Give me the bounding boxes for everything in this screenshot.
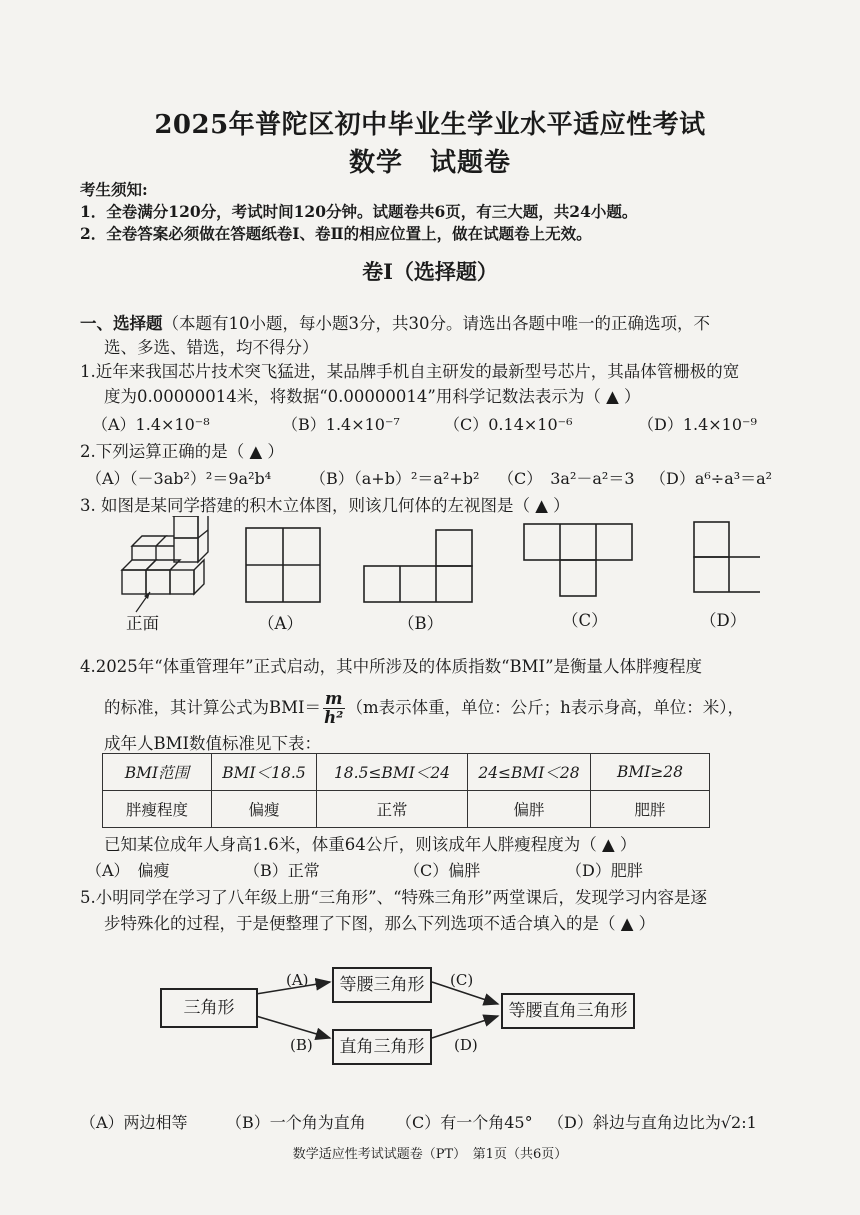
q3-label-c: （C） [562,611,608,630]
q5-line2: 步特殊化的过程，于是便整理了下图，那么下列选项不适合填入的是（ ▲ ） [104,914,656,933]
q3-stem: 3. 如图是某同学搭建的积木立体图，则该几何体的左视图是（ ▲ ） [80,496,570,515]
q1-option-b: （B）1.4×10⁻⁷ [282,415,400,434]
part1-heading: 一、选择题 [80,314,163,333]
table-cell: 偏胖 [468,791,591,828]
q4-option-c: （C）偏胖 [404,861,481,880]
q1-option-d: （D）1.4×10⁻⁹ [638,415,757,434]
arrow-label-b: (B) [290,1036,313,1054]
bmi-table [102,753,710,828]
exam-subtitle: 数学 试题卷 [348,148,511,178]
q4-line3: 成年人BMI数值标准见下表： [104,734,322,753]
exam-title: 2025年普陀区初中毕业生学业水平适应性考试 [154,110,706,140]
q2-option-c: （C） 3a²－a²＝3 [498,469,635,488]
q4-line2-prefix: 的标准，其计算公式为BMI＝ [104,698,322,717]
q4-option-d: （D）肥胖 [566,861,643,880]
table-cell: 正常 [317,791,468,828]
diagram-top-box: 等腰三角形 [332,967,432,1003]
arrow-label-d: (D) [454,1036,478,1054]
table-cell: BMI≥28 [591,754,710,791]
q1-line1: 1.近年来我国芯片技术突飞猛进，某品牌手机自主研发的最新型号芯片，其晶体管栅极的宽 [80,362,740,381]
q4-line4: 已知某位成年人身高1.6米，体重64公斤，则该成年人胖瘦程度为（ ▲ ） [104,835,637,854]
notice-item-1: 1．全卷满分120分，考试时间120分钟。试题卷共6页，有三大题，共24小题。 [80,202,638,221]
arrow-label-c: (C) [450,971,474,989]
diagram-start-box: 三角形 [160,988,258,1028]
block-solid-figure [122,516,208,594]
front-arrow-head [144,592,150,599]
q1-line2: 度为0.00000014米，将数据“0.00000014”用科学记数法表示为（ ▲ ） [104,387,641,406]
q4-line2-suffix: （m表示体重，单位：公斤；h表示身高，单位：米）， [346,698,745,717]
q1-option-c: （C）0.14×10⁻⁶ [444,415,573,434]
option-d-view [694,522,760,592]
q4-option-a: （A） 偏瘦 [86,861,170,880]
q3-label-a: （A） [258,614,303,633]
option-b-view [364,530,472,602]
diagram-end-box: 等腰直角三角形 [501,993,635,1029]
q3-front-label: 正面 [126,614,159,633]
part1-desc-line1: （本题有10小题，每小题3分，共30分。请选出各题中唯一的正确选项，不 [162,314,710,333]
table-cell: BMI范围 [103,754,212,791]
diagram-bottom-box: 直角三角形 [332,1029,432,1065]
arrow-d [432,1016,498,1038]
table-cell: 24≤BMI＜28 [468,754,591,791]
arrow-label-a: (A) [286,971,309,989]
formula-numerator: m [325,689,343,708]
q5-option-b: （B）一个角为直角 [226,1113,366,1132]
table-cell: 偏瘦 [212,791,317,828]
q4-line1: 4.2025年“体重管理年”正式启动，其中所涉及的体质指数“BMI”是衡量人体胖瘦程度 [80,657,703,676]
notice-heading: 考生须知: [80,180,148,199]
table-cell: BMI＜18.5 [212,754,317,791]
q2-option-a: （A）（－3ab²）²＝9a²b⁴ [86,469,272,488]
option-c-view [524,524,632,596]
bmi-table-row [103,791,710,828]
table-cell: 18.5≤BMI＜24 [317,754,468,791]
table-cell: 肥胖 [591,791,710,828]
q2-option-d: （D）a⁶÷a³＝a² [650,469,773,488]
q4-line2 [104,690,744,727]
q5-option-d: （D）斜边与直角边比为√2:1 [548,1113,757,1132]
part1-desc [80,310,710,334]
option-a-view [246,528,320,602]
table-cell: 胖瘦程度 [103,791,212,828]
q5-option-a: （A）两边相等 [80,1113,188,1132]
q2-stem: 2.下列运算正确的是（ ▲ ） [80,442,284,461]
formula-denominator: h² [324,708,344,727]
q5-option-c: （C）有一个角45° [396,1113,533,1132]
page-footer: 数学适应性考试试题卷（PT） 第1页（共6页） [292,1147,568,1162]
bmi-formula-fraction [323,690,344,727]
section-title: 卷Ⅰ（选择题） [362,259,498,284]
part1-desc-line2: 选、多选、错选，均不得分） [104,338,319,357]
q5-line1: 5.小明同学在学习了八年级上册“三角形”、“特殊三角形”两堂课后，发现学习内容是逐 [80,888,707,907]
arrow-b [256,1016,330,1038]
q2-option-b: （B）（a+b）²＝a²+b² [310,469,480,488]
q1-option-a: （A）1.4×10⁻⁸ [92,415,210,434]
q4-option-b: （B）正常 [244,861,320,880]
notice-item-2: 2．全卷答案必须做在答题纸卷Ⅰ、卷Ⅱ的相应位置上，做在试题卷上无效。 [80,224,592,243]
q3-label-d: （D） [700,611,747,630]
q3-label-b: （B） [398,614,444,633]
bmi-table-row [103,754,710,791]
